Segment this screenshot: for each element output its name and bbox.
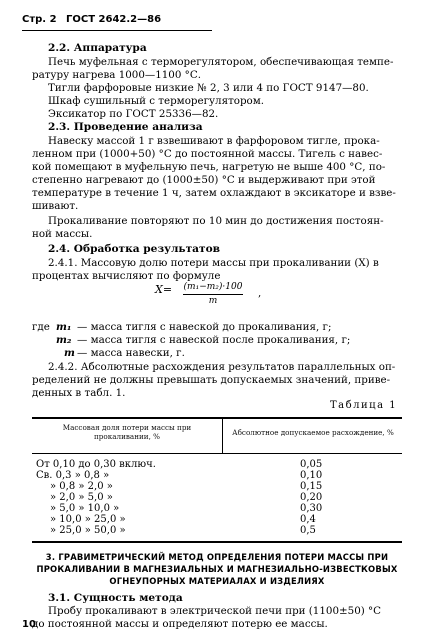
section-3-title-line: ОГНЕУПОРНЫХ МАТЕРИАЛАХ И ИЗДЕЛИЯХ (109, 576, 325, 586)
table-top-rule (32, 417, 402, 419)
section-2-4-heading: 2.4. Обработка результатов (48, 243, 221, 255)
formula-numerator: (m₁−m₂)·100 (183, 282, 243, 292)
table-value-cell: 0,10 (300, 470, 323, 481)
where-text: — масса тигля с навеской после прокаливания, г; (77, 334, 351, 346)
where-symbol: m (64, 347, 75, 359)
section-3-1-heading: 3.1. Сущность метода (48, 592, 183, 604)
section-2-2-line: ратуру нагрева 1000—1100 °С. (32, 69, 201, 81)
table-range-cell: » 5,0 » 10,0 » (50, 503, 120, 514)
section-2-4-line: 2.4.2. Абсолютные расхождения результатов параллельных оп- (48, 361, 396, 373)
table-range-cell: » 25,0 » 50,0 » (50, 525, 126, 536)
section-3-1-line: до постоянной массы и определяют потерю ее массы. (32, 618, 328, 630)
table-range-cell: » 10,0 » 25,0 » (50, 514, 126, 525)
section-3-title-line: 3. ГРАВИМЕТРИЧЕСКИЙ МЕТОД ОПРЕДЕЛЕНИЯ ПОТЕРИ МАССЫ ПРИ (45, 552, 389, 562)
section-2-3-line: шивают. (32, 200, 79, 212)
section-2-4-line: ределений не должны превышать допускаемых значений, приве- (32, 374, 391, 386)
table-caption: Таблица 1 (330, 400, 398, 411)
section-2-2-line: Печь муфельная с терморегулятором, обеспечивающая темпе- (48, 56, 394, 68)
section-2-3-line: Прокаливание повторяют по 10 мин до достижения постоян- (48, 215, 384, 227)
table-column-divider (222, 417, 223, 453)
section-2-3-line: Навеску массой 1 г взвешивают в фарфоровом тигле, прока- (48, 135, 380, 147)
header-prefix: Стр. 2 (22, 14, 57, 25)
where-text: — масса навески, г. (77, 347, 185, 359)
header-rule (22, 30, 212, 31)
section-2-4-line: 2.4.1. Массовую долю потери массы при прокаливании (X) в (48, 257, 379, 269)
table-value-cell: 0,30 (300, 503, 323, 514)
section-2-2-line: Тигли фарфоровые низкие № 2, 3 или 4 по ГОСТ 9147—80. (48, 82, 369, 94)
section-2-3-line: кой помещают в муфельную печь, нагретую не выше 400 °С, по- (32, 161, 386, 173)
table-value-cell: 0,15 (300, 481, 323, 492)
section-2-3-line: ной массы. (32, 228, 93, 240)
page-number: 10 (22, 619, 36, 630)
section-2-3-line: температуре в течение 1 ч, затем охлаждают в эксикаторе и взве- (32, 187, 396, 199)
where-text: — масса тигля с навеской до прокаливания, г; (77, 321, 332, 333)
section-3-title-line: ПРОКАЛИВАНИИ В МАГНЕЗИАЛЬНЫХ И МАГНЕЗИАЛЬНО-ИЗВЕСТКОВЫХ (36, 564, 398, 574)
formula-tail: , (258, 287, 262, 299)
table-value-cell: 0,05 (300, 459, 323, 470)
formula-fraction-bar (183, 294, 243, 295)
table-range-cell: » 2,0 » 5,0 » (50, 492, 113, 503)
table-col1-header-line: прокаливании, % (94, 432, 160, 441)
header-standard: ГОСТ 2642.2—86 (66, 14, 162, 25)
table-header-rule (32, 453, 402, 454)
formula-lhs: X= (155, 283, 173, 296)
table-value-cell: 0,20 (300, 492, 323, 503)
section-3-1-line: Пробу прокаливают в электрической печи при (1100±50) °С (48, 605, 382, 617)
section-2-2-heading: 2.2. Аппаратура (48, 42, 147, 54)
section-2-3-line: степенно нагревают до (1000±50) °С и выдерживают при этой (32, 174, 376, 186)
formula-denominator: m (208, 296, 218, 306)
table-value-cell: 0,4 (300, 514, 316, 525)
section-2-2-line: Шкаф сушильный с терморегулятором. (48, 95, 265, 107)
table-range-cell: » 0,8 » 2,0 » (50, 481, 113, 492)
table-bottom-rule (32, 541, 402, 543)
table-range-cell: От 0,10 до 0,30 включ. (36, 459, 156, 470)
where-label: где (32, 321, 50, 333)
section-2-4-line: денных в табл. 1. (32, 387, 126, 399)
table-col1-header-line: Массовая доля потери массы при (62, 423, 192, 432)
section-2-4-line: процентах вычисляют по формуле (32, 270, 221, 282)
section-2-3-heading: 2.3. Проведение анализа (48, 121, 203, 133)
page-header (22, 14, 161, 25)
section-2-2-line: Эксикатор по ГОСТ 25336—82. (48, 108, 219, 120)
table-col2-header: Абсолютное допускаемое расхождение, % (232, 428, 394, 437)
where-symbol: m₂ (56, 334, 72, 346)
table-value-cell: 0,5 (300, 525, 316, 536)
table-range-cell: Св. 0,3 » 0,8 » (36, 470, 110, 481)
section-2-3-line: ленном при (1000+50) °С до постоянной массы. Тигель с навес- (32, 148, 383, 160)
where-symbol: m₁ (56, 321, 72, 333)
